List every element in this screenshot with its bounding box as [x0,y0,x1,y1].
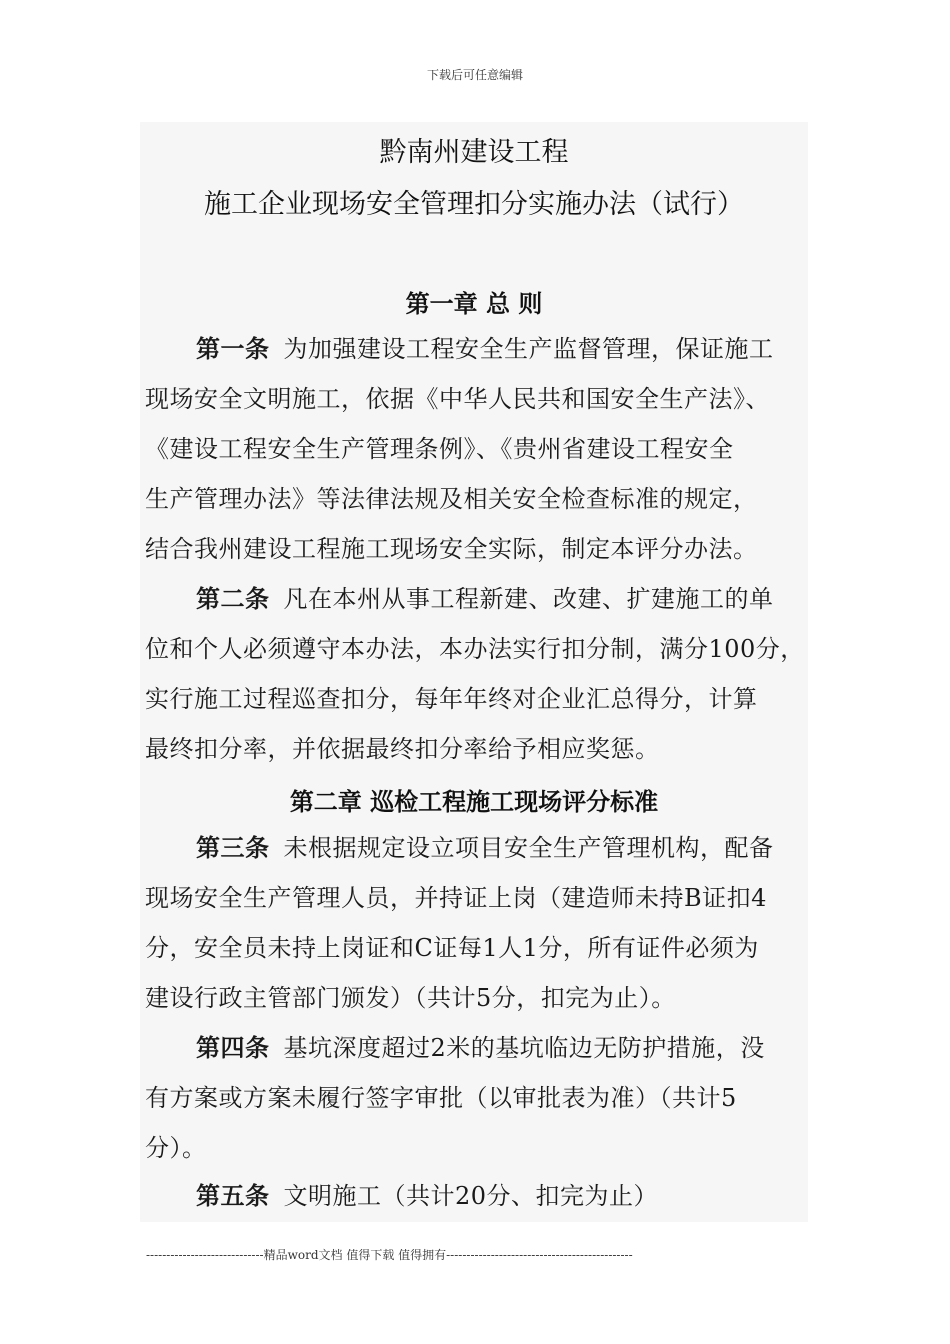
article-2-line-4: 最终扣分率，并依据最终扣分率给予相应奖惩。 [145,735,660,763]
article-1-line-5: 结合我州建设工程施工现场安全实际，制定本评分办法。 [145,535,758,563]
article-2-text: 凡在本州从事工程新建、改建、扩建施工的单 [283,585,774,613]
article-4-line-1 [196,1032,765,1064]
article-4-text: 基坑深度超过2米的基坑临边无防护措施，没 [283,1034,765,1062]
article-3-line-2: 现场安全生产管理人员，并持证上岗（建造师未持B证扣4 [145,884,767,912]
article-4-label: 第四条 [196,1033,270,1062]
article-3-label: 第三条 [196,833,270,862]
article-3-line-4: 建设行政主管部门颁发）（共计5分，扣完为止）。 [145,984,676,1012]
article-4-line-2: 有方案或方案未履行签字审批（以审批表为准）（共计5 [145,1084,737,1112]
article-2-line-2: 位和个人必须遵守本办法，本办法实行扣分制，满分100分， [145,635,805,663]
article-1-line-3: 《建设工程安全生产管理条例》、《贵州省建设工程安全 [145,435,734,463]
article-5-label: 第五条 [196,1181,270,1210]
document-title-line1: 黔南州建设工程 [379,137,569,168]
article-3-line-3: 分，安全员未持上岗证和C证每1人1分，所有证件必须为 [145,934,759,962]
article-3-line-1 [196,832,774,864]
article-2-line-3: 实行施工过程巡查扣分，每年年终对企业汇总得分，计算 [145,685,758,713]
article-1-label: 第一条 [196,334,270,363]
article-4-line-3: 分）。 [145,1134,207,1162]
article-1-line-2: 现场安全文明施工，依据《中华人民共和国安全生产法》、 [145,385,770,413]
article-1-line-4: 生产管理办法》等法律法规及相关安全检查标准的规定， [145,485,758,513]
article-5-text: 文明施工（共计20分、扣完为止） [283,1182,659,1210]
article-1-text: 为加强建设工程安全生产监督管理，保证施工 [283,335,774,363]
chapter-2-heading: 第二章 巡检工程施工现场评分标准 [289,787,659,816]
footer-note: -----------------------------精品word文档 值得下载 值得拥有---------------------------------------------- [146,1248,633,1262]
document-title-line2: 施工企业现场安全管理扣分实施办法（试行） [204,189,744,220]
article-1-line-1 [196,333,774,365]
article-3-text: 未根据规定设立项目安全生产管理机构，配备 [283,834,774,862]
header-note: 下载后可任意编辑 [426,68,523,82]
article-2-line-1 [196,583,774,615]
chapter-1-heading: 第一章 总 则 [405,289,543,318]
article-5-line-1 [196,1180,658,1212]
article-2-label: 第二条 [196,584,270,613]
